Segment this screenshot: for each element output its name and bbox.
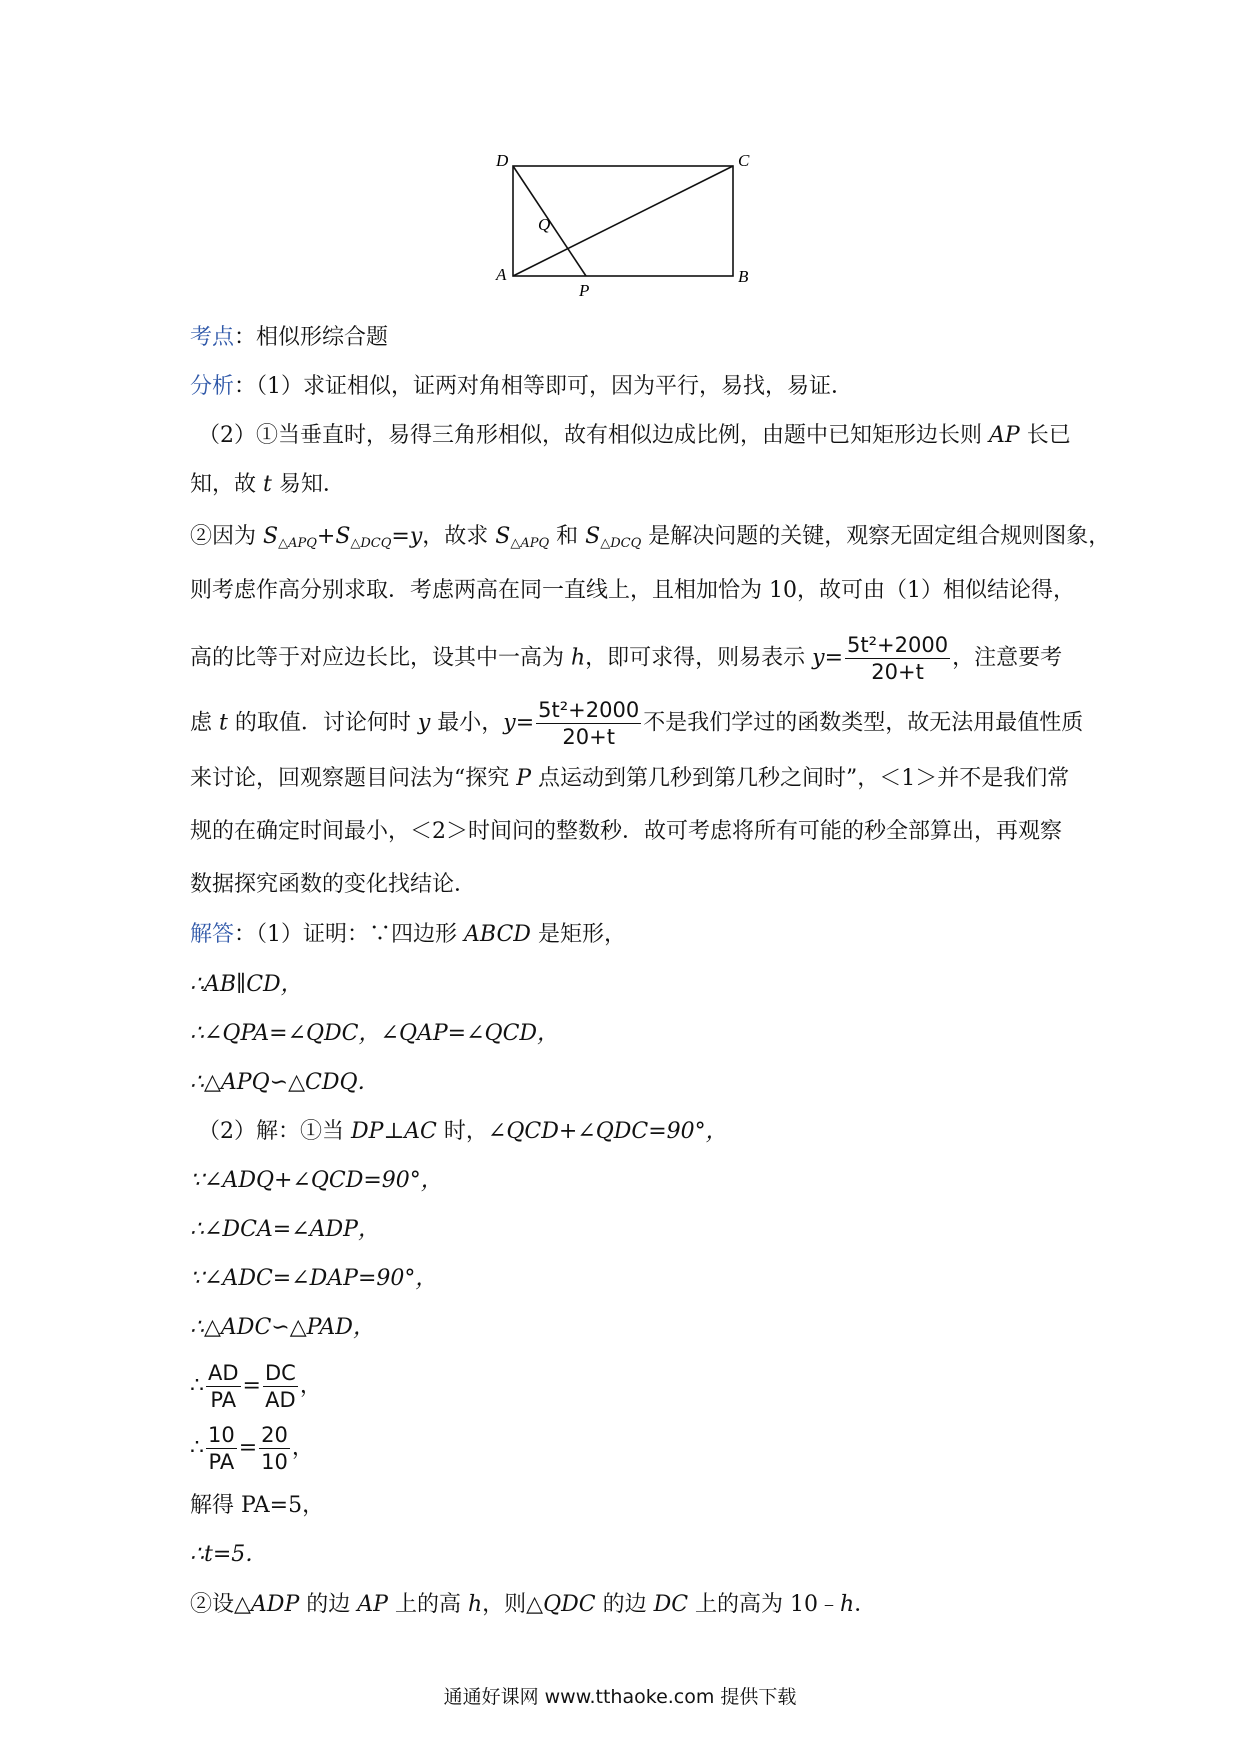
fenxi-line-6 bbox=[190, 632, 1070, 685]
fenxi-y-eq: y= bbox=[812, 645, 844, 671]
fenxi-sub4: △DCQ bbox=[600, 536, 642, 551]
fenxi-text-5: 则考虑作高分别求取．考虑两高在同一直线上，且相加恰为 10，故可由（1）相似结论得， bbox=[190, 578, 1075, 603]
fenxi-text-6b: ，即可求得，则易表示 bbox=[585, 645, 813, 671]
jieda-line-13 bbox=[190, 1540, 1070, 1570]
fenxi-line-9 bbox=[190, 817, 1070, 847]
fraction-10-pa-numerator: 10 bbox=[208, 1423, 235, 1447]
fenxi-p: P bbox=[516, 766, 532, 791]
fenxi-sub3: △APQ bbox=[510, 536, 550, 551]
jieda-h: h bbox=[467, 1592, 483, 1617]
jieda-text-8: ∵∠ADC=∠DAP=90°， bbox=[190, 1266, 438, 1291]
jieda-text-14d: ，则△ bbox=[482, 1592, 544, 1617]
fenxi-s4: S bbox=[585, 524, 601, 549]
jieda-therefore-1: ∴ bbox=[190, 1373, 204, 1399]
fraction-dc-ad-numerator: DC bbox=[264, 1361, 296, 1385]
fenxi-text-4a: ②因为 bbox=[190, 524, 263, 549]
fraction-10-pa-denominator: PA bbox=[208, 1450, 235, 1474]
fenxi-line-3 bbox=[190, 470, 1070, 500]
fraction-y-1-denominator: 20+t bbox=[871, 660, 924, 684]
fraction-y-1-numerator: 5t²+2000 bbox=[847, 633, 949, 657]
jieda-line-1 bbox=[190, 920, 1070, 950]
fraction-y-2 bbox=[536, 697, 641, 750]
fenxi-sub2: △DCQ bbox=[350, 536, 392, 551]
fenxi-s2: S bbox=[335, 524, 351, 549]
fraction-20-10-numerator: 20 bbox=[261, 1423, 288, 1447]
fraction-ad-pa-denominator: PA bbox=[210, 1388, 237, 1412]
jieda-comma-1: ， bbox=[299, 1373, 322, 1399]
fraction-ad-pa-numerator: AD bbox=[208, 1361, 239, 1385]
jieda-text-14e: 的边 bbox=[595, 1592, 654, 1617]
jieda-text-5c: ∠QCD+∠QDC=90°， bbox=[487, 1119, 728, 1144]
fenxi-line-10 bbox=[190, 870, 1070, 900]
fenxi-text-6c: ，注意要考 bbox=[952, 645, 1063, 671]
jieda-text-13: ∴t=5． bbox=[190, 1542, 268, 1567]
jieda-line-5 bbox=[198, 1117, 1078, 1147]
fenxi-text-7d: 不是我们学过的函数类型，故无法用最值性质 bbox=[643, 710, 1084, 736]
jieda-text-3: ∴∠QPA=∠QDC，∠QAP=∠QCD， bbox=[190, 1021, 560, 1046]
fenxi-ap: AP bbox=[989, 423, 1020, 448]
jieda-perp: ⊥ bbox=[383, 1119, 405, 1144]
fenxi-text-7a: 虑 bbox=[190, 710, 219, 736]
jieda-line-10 bbox=[190, 1360, 1070, 1413]
jieda-text-5b: 时， bbox=[436, 1119, 488, 1144]
jieda-line-3 bbox=[190, 1019, 1070, 1049]
fenxi-eq-y: =y bbox=[391, 524, 423, 549]
jieda-text-14b: 的边 bbox=[299, 1592, 358, 1617]
fenxi-text-6a: 高的比等于对应边长比，设其中一高为 bbox=[190, 645, 571, 671]
fenxi-text-4d: 是解决问题的关键，观察无固定组合规则图象， bbox=[641, 524, 1111, 549]
jieda-line-7 bbox=[190, 1215, 1070, 1245]
jieda-text-14g: ． bbox=[854, 1592, 877, 1617]
fenxi-h: h bbox=[571, 645, 586, 671]
fraction-dc-ad-denominator: AD bbox=[265, 1388, 296, 1412]
fenxi-t2: t bbox=[219, 710, 228, 736]
jieda-text-7: ∴∠DCA=∠ADP， bbox=[190, 1217, 380, 1242]
fenxi-text-2a: （2）①当垂直时，易得三角形相似，故有相似边成比例，由题中已知矩形边长则 bbox=[198, 423, 989, 448]
fenxi-text-8b: 点运动到第几秒到第几秒之间时”，＜1＞并不是我们常 bbox=[531, 766, 1070, 791]
fraction-20-10 bbox=[259, 1422, 290, 1475]
fenxi-line-7 bbox=[190, 697, 1084, 750]
jieda-comma-2: ， bbox=[291, 1435, 314, 1461]
jieda-line-14 bbox=[190, 1590, 1070, 1620]
fenxi-line-1 bbox=[190, 372, 1070, 402]
jieda-dc: DC bbox=[653, 1592, 689, 1617]
jieda-text-4: ∴△APQ∽△CDQ． bbox=[190, 1070, 380, 1095]
fenxi-sub1: △APQ bbox=[278, 536, 317, 551]
jieda-adp: ADP bbox=[250, 1592, 300, 1617]
fenxi-plus: + bbox=[316, 524, 336, 549]
jieda-text-6: ∵∠ADQ+∠QCD=90°， bbox=[190, 1168, 443, 1193]
jieda-line-2 bbox=[190, 970, 1070, 1000]
jieda-abcd: ABCD bbox=[464, 922, 531, 947]
jieda-line-4 bbox=[190, 1068, 1070, 1098]
label-c: C bbox=[738, 151, 750, 170]
jieda-h2: h bbox=[840, 1592, 855, 1617]
fenxi-t: t bbox=[263, 472, 272, 497]
fenxi-text-1: ：（1）求证相似，证两对角相等即可，因为平行，易找，易证． bbox=[234, 374, 854, 399]
fenxi-text-10: 数据探究函数的变化找结论． bbox=[190, 872, 477, 897]
fraction-20-10-denominator: 10 bbox=[261, 1450, 288, 1474]
fenxi-s3: S bbox=[495, 524, 511, 549]
fenxi-text-7b: 的取值．讨论何时 bbox=[227, 710, 418, 736]
fraction-10-pa bbox=[206, 1422, 237, 1475]
label-d: D bbox=[496, 151, 509, 170]
fraction-equals-1: = bbox=[242, 1373, 261, 1399]
fenxi-text-4c: 和 bbox=[549, 524, 586, 549]
jieda-ap: AP bbox=[357, 1592, 388, 1617]
jieda-line-11 bbox=[190, 1422, 1070, 1475]
fenxi-text-3a: 知，故 bbox=[190, 472, 263, 497]
fenxi-s1: S bbox=[263, 524, 279, 549]
jieda-text-1b: 是矩形， bbox=[530, 922, 626, 947]
jieda-text-14a: ②设△ bbox=[190, 1592, 251, 1617]
jieda-ac: AC bbox=[404, 1119, 437, 1144]
jieda-qdc: QDC bbox=[543, 1592, 596, 1617]
fenxi-label: 分析 bbox=[190, 374, 235, 399]
fenxi-text-8a: 来讨论，回观察题目问法为“探究 bbox=[190, 766, 517, 791]
label-q: Q bbox=[538, 215, 551, 234]
label-p: P bbox=[579, 281, 590, 300]
jieda-text-5a: （2）解：①当 bbox=[198, 1119, 351, 1144]
fraction-y-2-denominator: 20+t bbox=[562, 725, 615, 749]
kaodian-line bbox=[190, 323, 1070, 353]
jieda-line-8 bbox=[190, 1264, 1070, 1294]
kaodian-text: ：相似形综合题 bbox=[234, 325, 389, 350]
page-footer: 通通好课网 www.tthaoke.com 提供下载 bbox=[443, 1686, 797, 1708]
fenxi-text-2b: 长已 bbox=[1019, 423, 1071, 448]
jieda-line-12 bbox=[190, 1491, 1070, 1521]
jieda-text-9: ∴△ADC∽△PAD， bbox=[190, 1315, 375, 1340]
jieda-text-12: 解得 PA=5， bbox=[190, 1493, 325, 1518]
fenxi-y: y bbox=[417, 710, 431, 736]
fraction-ad-pa bbox=[206, 1360, 241, 1413]
fenxi-y-eq-2: y= bbox=[503, 710, 535, 736]
jieda-line-6 bbox=[190, 1166, 1070, 1196]
fenxi-text-3b: 易知． bbox=[271, 472, 345, 497]
fenxi-line-8 bbox=[190, 764, 1070, 794]
fenxi-line-2 bbox=[198, 421, 1078, 451]
fenxi-text-4b: ，故求 bbox=[422, 524, 496, 549]
rectangle-figure bbox=[488, 150, 770, 310]
jieda-text-14f: 上的高为 10﹣ bbox=[688, 1592, 841, 1617]
jieda-line-9 bbox=[190, 1313, 1070, 1343]
fenxi-text-9: 规的在确定时间最小，＜2＞时间问的整数秒．故可考虑将所有可能的秒全部算出，再观察 bbox=[190, 819, 1063, 844]
jieda-text-2: ∴AB∥CD， bbox=[190, 972, 303, 997]
label-b: B bbox=[738, 267, 749, 286]
fenxi-line-5 bbox=[190, 576, 1075, 606]
jieda-text-14c: 上的高 bbox=[387, 1592, 468, 1617]
kaodian-label: 考点 bbox=[190, 325, 235, 350]
fraction-dc-ad bbox=[263, 1360, 298, 1413]
jieda-label: 解答 bbox=[190, 922, 235, 947]
fenxi-text-7c: 最小， bbox=[430, 710, 504, 736]
jieda-dp: DP bbox=[351, 1119, 384, 1144]
jieda-therefore-2: ∴ bbox=[190, 1435, 204, 1461]
fraction-equals-2: = bbox=[238, 1435, 258, 1461]
jieda-text-1a: ：（1）证明：∵四边形 bbox=[234, 922, 465, 947]
fenxi-line-4 bbox=[190, 522, 1111, 559]
fraction-y-1 bbox=[845, 632, 950, 685]
label-a: A bbox=[496, 265, 507, 284]
fraction-y-2-numerator: 5t²+2000 bbox=[538, 698, 640, 722]
